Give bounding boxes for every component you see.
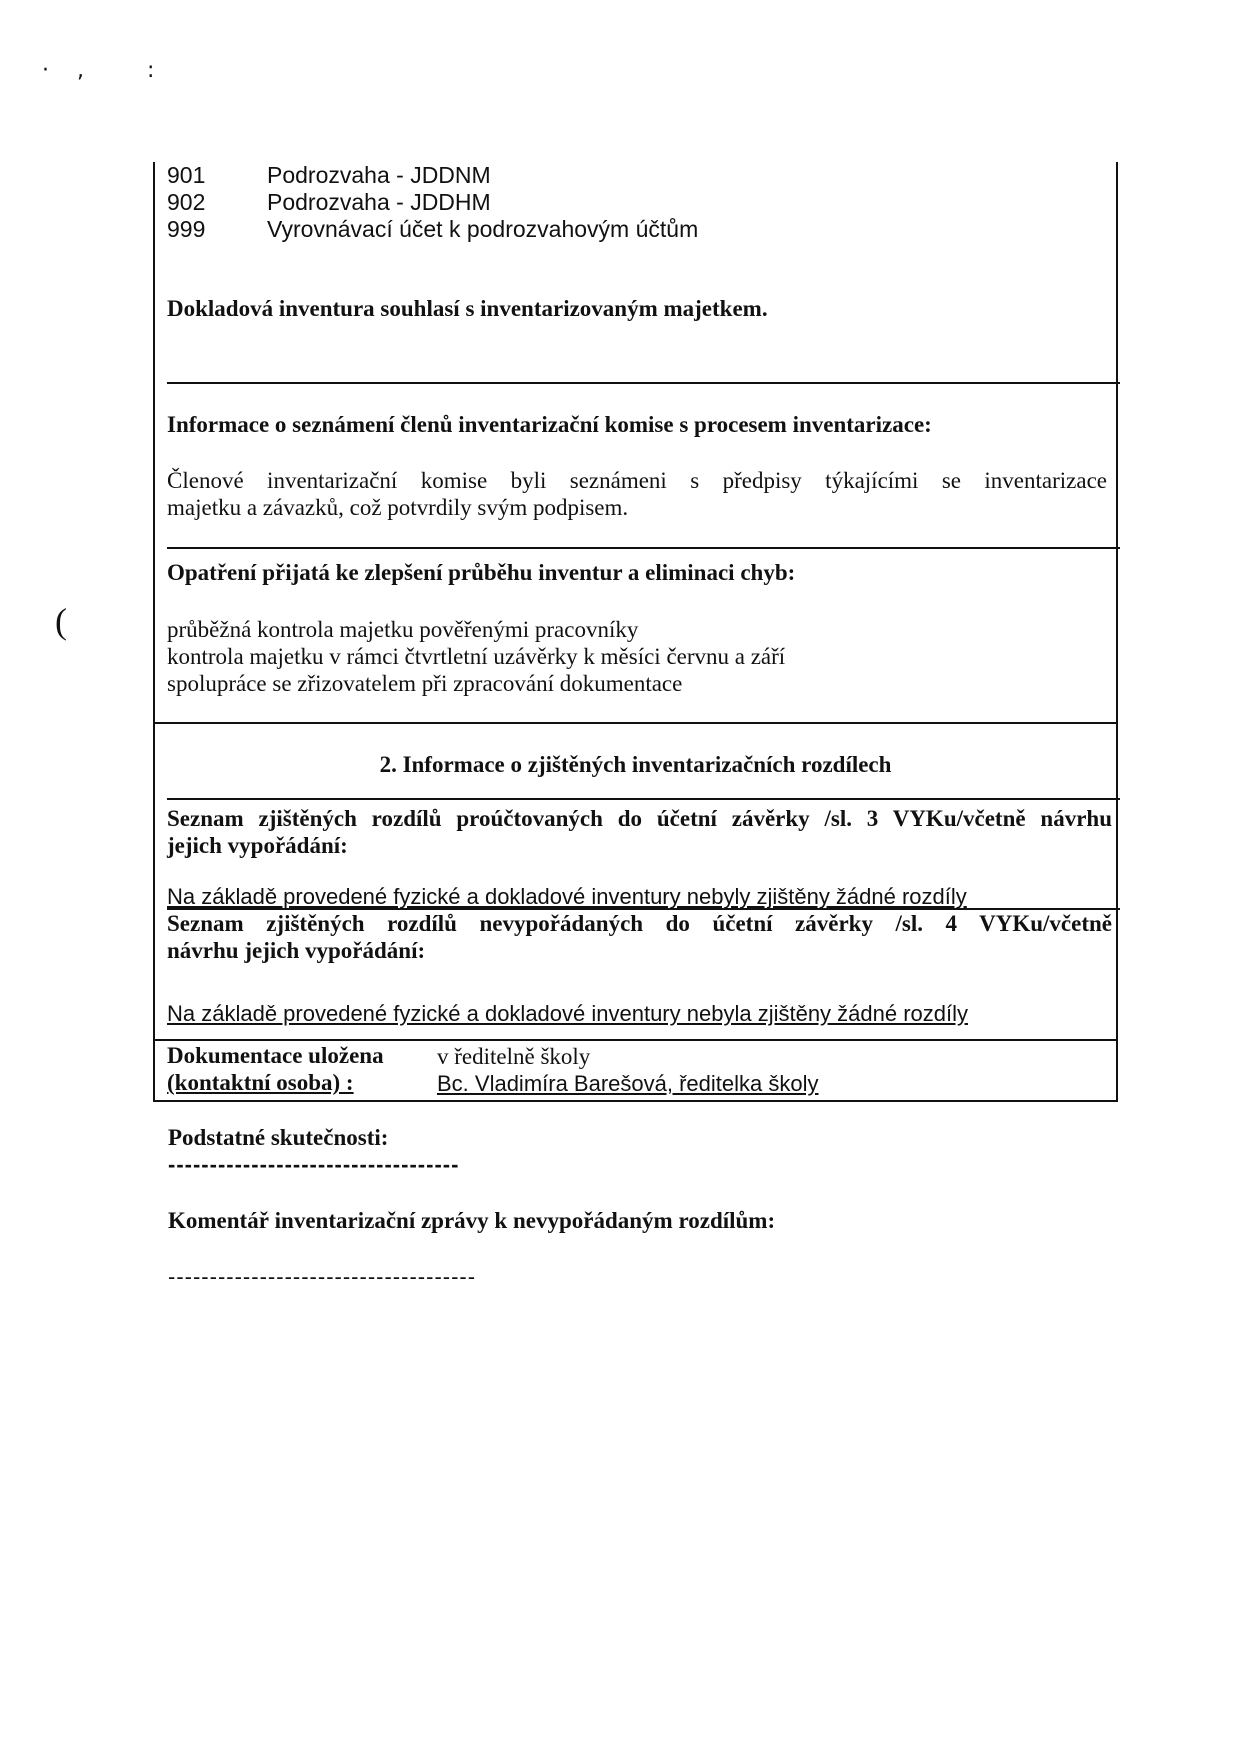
essentials-heading: Podstatné skutečnosti: bbox=[168, 1125, 389, 1150]
account-name: Podrozvaha - JDDHM bbox=[267, 189, 491, 215]
account-code: 999 bbox=[167, 216, 206, 242]
accounted-differences-heading-cont: jejich vypořádání: bbox=[167, 833, 348, 858]
divider bbox=[167, 382, 1120, 384]
account-code: 901 bbox=[167, 162, 206, 188]
documentation-location: v ředitelně školy bbox=[437, 1044, 591, 1069]
account-code: 902 bbox=[167, 189, 206, 215]
comment-heading: Komentář inventarizační zprávy k nevypořádaným rozdílům: bbox=[168, 1208, 776, 1233]
margin-parenthesis-mark: ( bbox=[55, 601, 67, 641]
measure-item: kontrola majetku v rámci čtvrtletní uzávěrky k měsíci červnu a září bbox=[167, 644, 786, 669]
unsettled-differences-text: Na základě provedené fyzické a dokladové inventury nebyla zjištěny žádné rozdíly bbox=[167, 1001, 969, 1026]
unsettled-differences-heading: Seznam zjištěných rozdílů nevypořádaných do účetní závěrky /sl. 4 VYKu/včetně bbox=[167, 911, 1112, 936]
measure-item: spolupráce se zřizovatelem při zpracování dokumentace bbox=[167, 671, 683, 696]
contact-person-name: Bc. Vladimíra Barešová, ředitelka školy bbox=[437, 1071, 819, 1096]
documentation-label: Dokumentace uložena bbox=[167, 1043, 384, 1068]
divider bbox=[167, 798, 1120, 800]
measures-heading: Opatření přijatá ke zlepšení průběhu inventur a eliminaci chyb: bbox=[167, 560, 796, 585]
contact-person-label: (kontaktní osoba) : bbox=[167, 1070, 354, 1095]
divider bbox=[167, 547, 1120, 549]
account-name: Vyrovnávací účet k podrozvahovým účtům bbox=[267, 216, 699, 242]
essentials-dashes: ----------------------------------- bbox=[168, 1152, 460, 1177]
inventory-statement: Dokladová inventura souhlasí s inventarizovaným majetkem. bbox=[167, 296, 768, 321]
measure-item: průběžná kontrola majetku pověřenými pracovníky bbox=[167, 617, 639, 642]
account-name: Podrozvaha - JDDNM bbox=[267, 162, 491, 188]
account-row-901 bbox=[167, 162, 491, 189]
comment-dashes: ------------------------------------- bbox=[168, 1264, 477, 1289]
account-row-999 bbox=[167, 216, 698, 243]
report-frame bbox=[153, 162, 1118, 1102]
unsettled-differences-heading-cont: návrhu jejich vypořádání: bbox=[167, 938, 426, 963]
section2-title: 2. Informace o zjištěných inventarizačních rozdílech bbox=[379, 752, 892, 777]
account-row-902 bbox=[167, 189, 491, 216]
accounted-differences-heading: Seznam zjištěných rozdílů proúčtovaných do účetní závěrky /sl. 3 VYKu/včetně návrhu bbox=[167, 806, 1112, 831]
commission-info-line1: Členové inventarizační komise byli seznámeni s předpisy týkajícími se inventarizace bbox=[167, 468, 1107, 493]
commission-info-line2: majetku a závazků, což potvrdily svým podpisem. bbox=[167, 495, 629, 520]
section-divider bbox=[155, 722, 1116, 724]
documentation-table bbox=[155, 1039, 1116, 1100]
commission-info-heading: Informace o seznámení členů inventarizační komise s procesem inventarizace: bbox=[167, 412, 932, 437]
divider bbox=[167, 908, 1120, 910]
scan-corner-marks: ·, : bbox=[42, 58, 183, 83]
accounted-differences-text: Na základě provedené fyzické a dokladové inventury nebyly zjištěny žádné rozdíly bbox=[167, 884, 967, 909]
